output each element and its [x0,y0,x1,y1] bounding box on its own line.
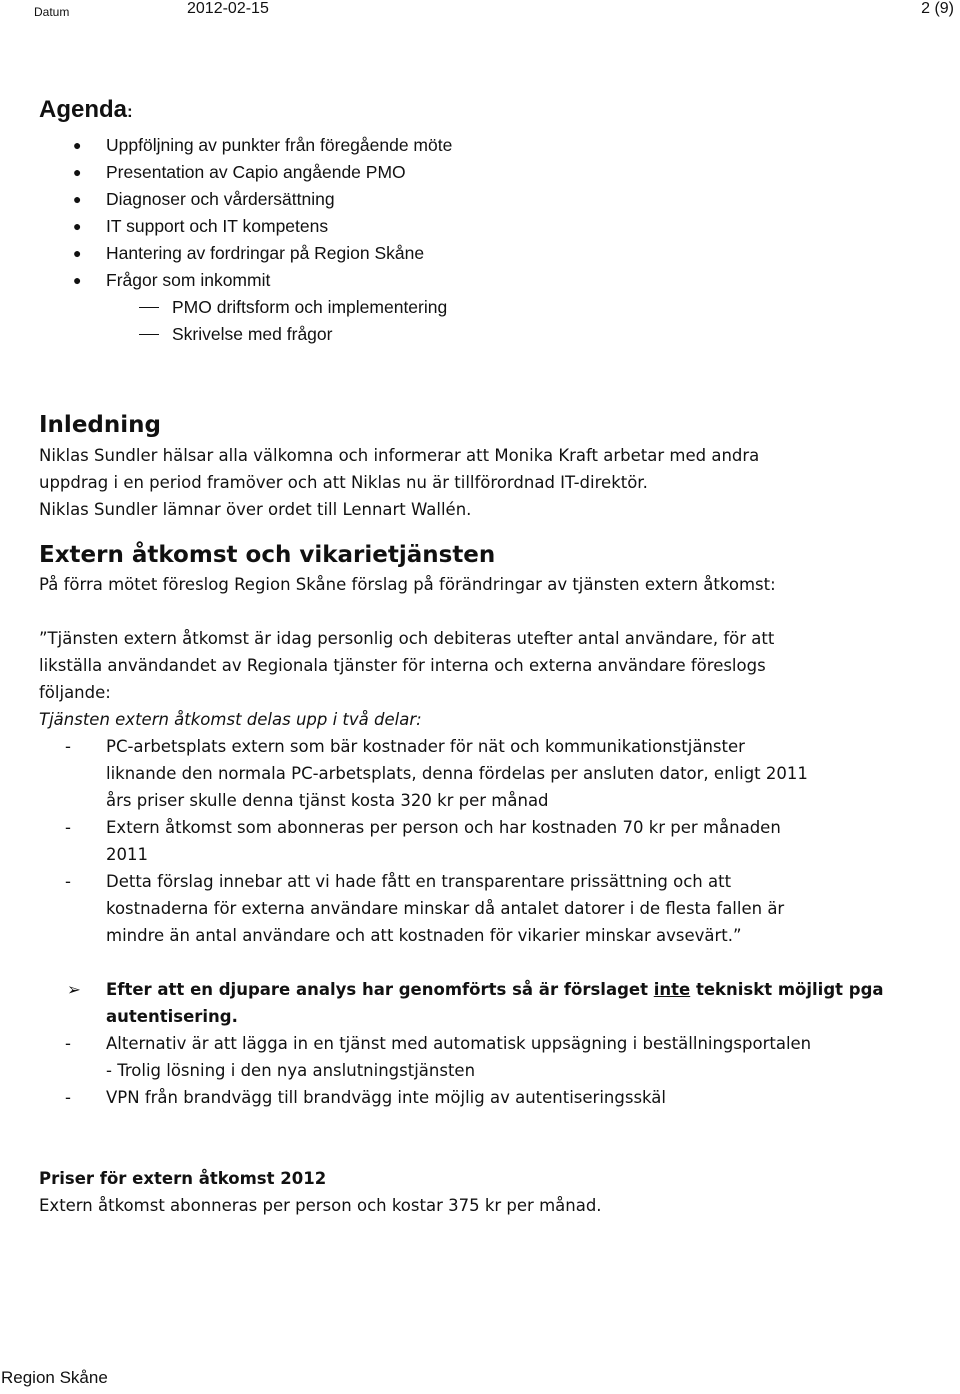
list-item [39,733,919,814]
section-title: Extern åtkomst och vikarietjänsten [39,542,496,568]
dash-marker: - [65,818,71,837]
agenda-item-text: Hantering av fordringar på Region Skåne [106,243,425,263]
dash-marker: - [65,1034,71,1053]
dash-marker: - [65,737,71,756]
list-item-line: mindre än antal användare och att kostnaden för vikarier minskar avsevärt.” [106,926,742,945]
bullet-icon: ● [73,272,82,288]
dash-list [39,733,919,949]
agenda-title [39,96,919,126]
paragraph-line: ”Tjänsten extern åtkomst är idag personlig och debiteras utefter antal användare, för att [39,629,775,648]
agenda-subitem [39,321,919,348]
section-priser [39,1165,919,1219]
paragraph-line: uppdrag i en period framöver och att Niklas nu är tillförordnad IT-direktör. [39,473,648,492]
header-datum-label: Datum [34,5,70,19]
arrow-bullet-icon: ➢ [67,980,81,999]
agenda-item-text: IT support och IT kompetens [106,216,329,236]
list-item-line: Alternativ är att lägga in en tjänst med automatisk uppsägning i beställningsportalen [106,1034,812,1053]
footer-org: Region Skåne [1,1368,108,1387]
list-item [39,814,919,868]
list-item-line: Extern åtkomst som abonneras per person och har kostnaden 70 kr per månaden [106,818,781,837]
agenda-item-text: Diagnoser och vårdersättning [106,189,335,209]
bullet-icon: ● [73,218,82,234]
paragraph-line: Extern åtkomst abonneras per person och kostar 375 kr per månad. [39,1196,602,1215]
paragraph-line: likställa användandet av Regionala tjänster för interna och externa användare föreslogs [39,656,766,675]
list-item-line: 2011 [106,845,148,864]
section-inledning [39,408,919,523]
conclusion-underlined: inte [653,980,691,999]
section-title: Inledning [39,412,161,438]
bullet-icon: ● [73,191,82,207]
agenda-item [39,186,919,213]
dash-icon [139,307,159,308]
agenda-subitem [39,294,919,321]
list-item-line: - Trolig lösning i den nya anslutningstjänsten [106,1061,476,1080]
section-extern-atkomst [39,539,919,1111]
section-title: Priser för extern åtkomst 2012 [39,1169,327,1188]
agenda-item [39,240,919,267]
agenda-item-text: Presentation av Capio angående PMO [106,162,406,182]
dash-icon [139,334,159,335]
italic-line: Tjänsten extern åtkomst delas upp i två delar: [39,710,422,729]
agenda-item [39,132,919,159]
list-item-line: PC-arbetsplats extern som bär kostnader för nät och kommunikationstjänster [106,737,745,756]
agenda-title-colon: : [127,102,133,121]
conclusion-text: tekniskt möjligt pga [690,980,884,999]
conclusion-line: autentisering. [106,1007,238,1026]
list-item [39,1030,919,1084]
list-item [39,868,919,949]
bullet-icon: ● [73,245,82,261]
list-item-line: VPN från brandvägg till brandvägg inte möjlig av autentiseringsskäl [106,1088,667,1107]
paragraph-line: På förra mötet föreslog Region Skåne förslag på förändringar av tjänsten extern åtkomst: [39,575,776,594]
agenda-item-text: Uppföljning av punkter från föregående möte [106,135,453,155]
document-body [39,96,919,1219]
header-page-number: 2 (9) [921,0,954,17]
agenda-list [39,132,919,348]
list-item-line: liknande den normala PC-arbetsplats, denna fördelas per ansluten dator, enligt 2011 [106,764,808,783]
paragraph-line: Niklas Sundler hälsar alla välkomna och informerar att Monika Kraft arbetar med andra [39,446,760,465]
dash-marker: - [65,1088,71,1107]
agenda-subitem-text: PMO driftsform och implementering [172,297,448,317]
list-item-line: kostnaderna för externa användare minskar då antalet datorer i de flesta fallen är [106,899,785,918]
list-item-line: års priser skulle denna tjänst kosta 320 kr per månad [106,791,549,810]
bullet-icon: ● [73,137,82,153]
agenda-item [39,267,919,294]
dash-marker: - [65,872,71,891]
alternatives-list [39,1030,919,1111]
bullet-icon: ● [73,164,82,180]
header-date: 2012-02-15 [187,0,269,17]
quote-block [39,625,919,949]
list-item-line: Detta förslag innebar att vi hade fått en transparentare prissättning och att [106,872,732,891]
agenda-title-text: Agenda [39,96,128,123]
paragraph-line: Niklas Sundler lämnar över ordet till Lennart Wallén. [39,500,472,519]
list-item [39,1084,919,1111]
conclusion-item [39,976,919,1030]
paragraph-line: följande: [39,683,111,702]
agenda-item [39,159,919,186]
conclusion-text: Efter att en djupare analys har genomförts så är förslaget [106,980,654,999]
agenda-subitem-text: Skrivelse med frågor [172,324,333,344]
conclusion-line [106,976,919,1003]
agenda-item-text: Frågor som inkommit [106,270,271,290]
agenda-item [39,213,919,240]
